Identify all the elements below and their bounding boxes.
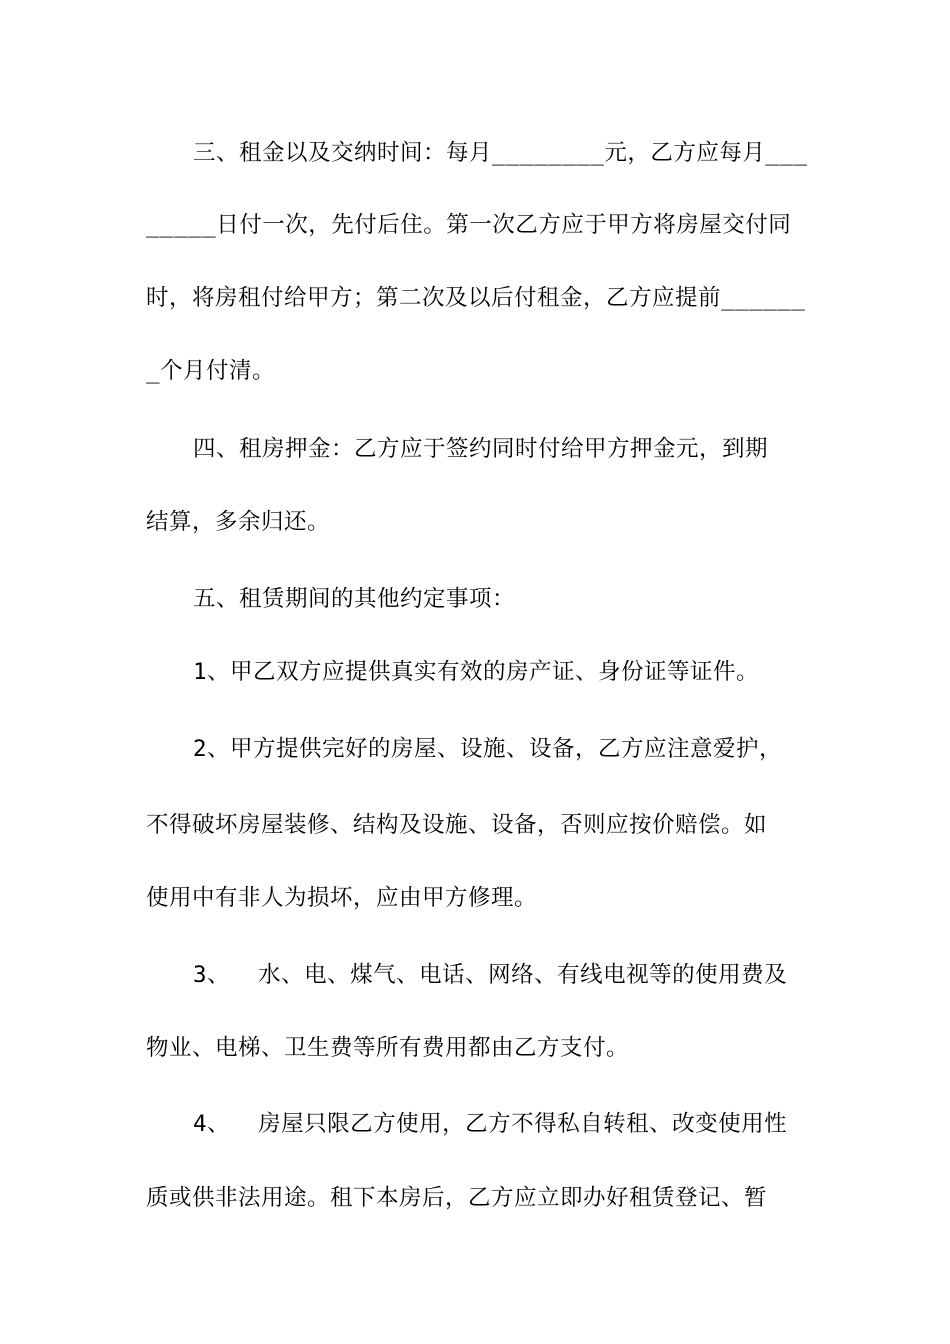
item-2-line-1: 2、甲方提供完好的房屋、设施、设备，乙方应注意爱护， <box>193 736 783 762</box>
item-2-line-2: 不得破坏房屋装修、结构及设施、设备，否则应按价赔偿。如 <box>146 812 768 838</box>
clause-5-heading: 五、租赁期间的其他约定事项： <box>193 586 516 612</box>
item-4-line-1: 4、 房屋只限乙方使用，乙方不得私自转租、改变使用性 <box>193 1111 788 1137</box>
clause-3-line-4: _个月付清。 <box>146 358 276 384</box>
item-3-line-1: 3、 水、电、煤气、电话、网络、有线电视等的使用费及 <box>193 962 788 988</box>
item-3-line-2: 物业、电梯、卫生费等所有费用都由乙方支付。 <box>146 1035 630 1061</box>
item-2-line-3: 使用中有非人为损坏，应由甲方修理。 <box>146 885 538 911</box>
clause-4-line-2: 结算，多余归还。 <box>146 509 331 535</box>
clause-3-line-1: 三、租金以及交纳时间：每月________元，乙方应每月___ <box>193 140 808 166</box>
item-4-line-2: 质或供非法用途。租下本房后，乙方应立即办好租赁登记、暂 <box>146 1185 768 1211</box>
clause-4-line-1: 四、租房押金：乙方应于签约同时付给甲方押金元，到期 <box>193 436 769 462</box>
clause-3-line-2: _____日付一次，先付后住。第一次乙方应于甲方将房屋交付同 <box>146 212 792 238</box>
clause-3-line-3: 时，将房租付给甲方；第二次及以后付租金，乙方应提前______ <box>146 285 806 311</box>
item-1-line-1: 1、甲乙双方应提供真实有效的房产证、身份证等证件。 <box>193 659 760 685</box>
